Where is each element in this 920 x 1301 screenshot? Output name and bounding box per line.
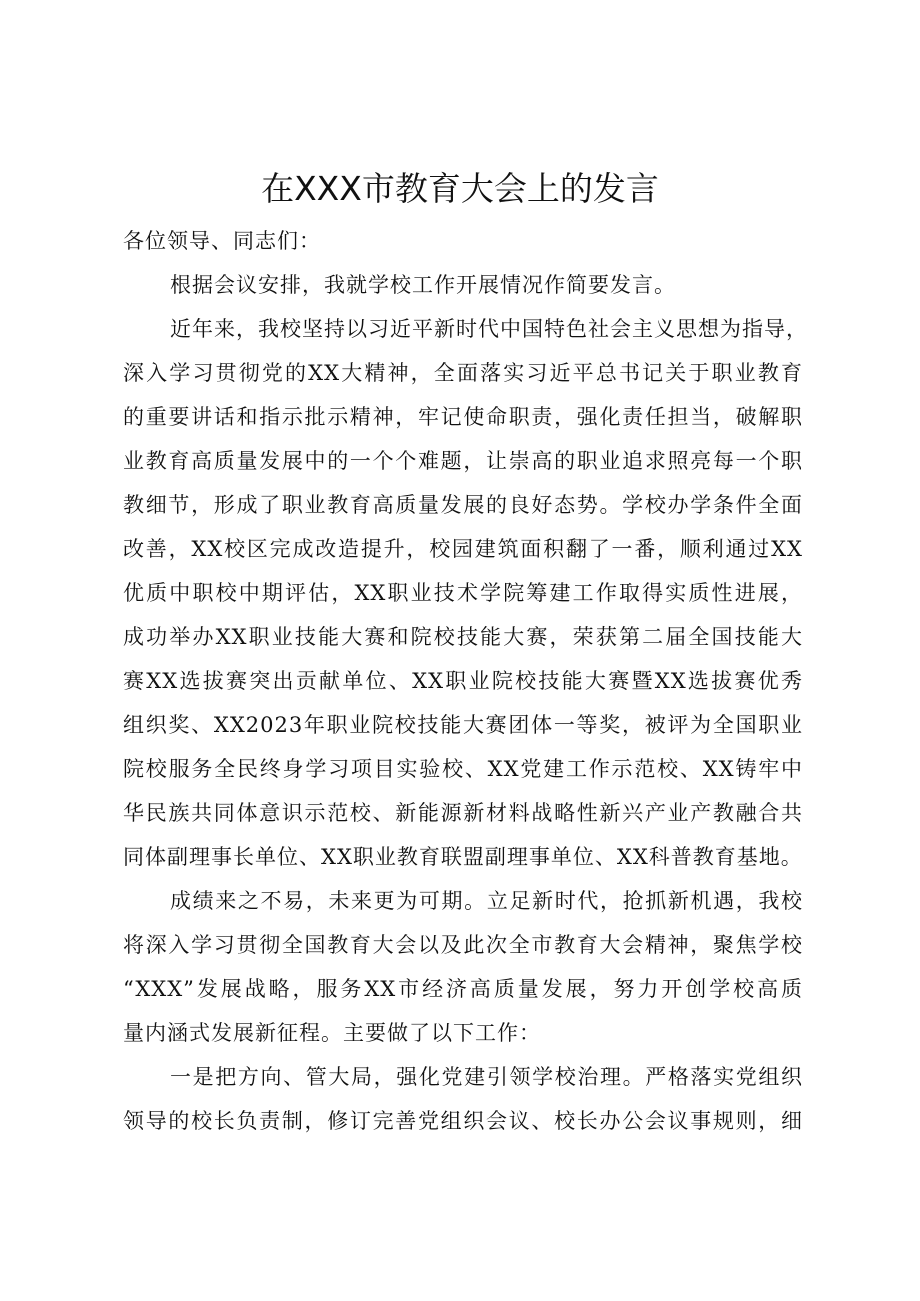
paragraph-line: 组织奖、XX2023年职业院校技能大赛团体一等奖，被评为全国职业 — [123, 713, 803, 737]
paragraph-line: 业教育高质量发展中的一个个难题，让崇高的职业追求照亮每一个职 — [123, 449, 803, 473]
paragraph-line: 根据会议安排，我就学校工作开展情况作简要发言。 — [170, 273, 676, 297]
paragraph-line: 改善，XX校区完成改造提升，校园建筑面积翻了一番，顺利通过XX — [123, 537, 803, 561]
salutation: 各位领导、同志们： — [123, 229, 321, 253]
paragraph-line: “XXX”发展战略，服务XX市经济高质量发展，努力开创学校高质 — [123, 977, 803, 1001]
paragraph-line: 领导的校长负责制，修订完善党组织会议、校长办公会议事规则，细 — [123, 1109, 803, 1133]
paragraph-line: 成功举办XX职业技能大赛和院校技能大赛，荣获第二届全国技能大 — [123, 625, 803, 649]
paragraph-line: 一是把方向、管大局，强化党建引领学校治理。严格落实党组织 — [170, 1065, 803, 1089]
document-title: 在XXX市教育大会上的发言 — [261, 169, 659, 208]
paragraph-line: 华民族共同体意识示范校、新能源新材料战略性新兴产业产教融合共 — [123, 801, 803, 825]
paragraph-line: 深入学习贯彻党的XX大精神，全面落实习近平总书记关于职业教育 — [123, 361, 803, 385]
paragraph-line: 赛XX选拔赛突出贡献单位、XX职业院校技能大赛暨XX选拔赛优秀 — [123, 669, 803, 693]
paragraph-line: 的重要讲话和指示批示精神，牢记使命职责，强化责任担当，破解职 — [123, 405, 803, 429]
paragraph-line: 同体副理事长单位、XX职业教育联盟副理事单位、XX科普教育基地。 — [123, 845, 803, 869]
paragraph-line: 成绩来之不易，未来更为可期。立足新时代，抢抓新机遇，我校 — [170, 889, 803, 913]
paragraph-line: 教细节，形成了职业教育高质量发展的良好态势。学校办学条件全面 — [123, 493, 803, 517]
paragraph-line: 近年来，我校坚持以习近平新时代中国特色社会主义思想为指导， — [170, 317, 808, 341]
paragraph-line: 优质中职校中期评估，XX职业技术学院筹建工作取得实质性进展， — [123, 581, 803, 605]
paragraph-line: 院校服务全民终身学习项目实验校、XX党建工作示范校、XX铸牢中 — [123, 757, 803, 781]
paragraph-line: 将深入学习贯彻全国教育大会以及此次全市教育大会精神，聚焦学校 — [123, 933, 803, 957]
paragraph-line: 量内涵式发展新征程。主要做了以下工作： — [123, 1021, 541, 1045]
